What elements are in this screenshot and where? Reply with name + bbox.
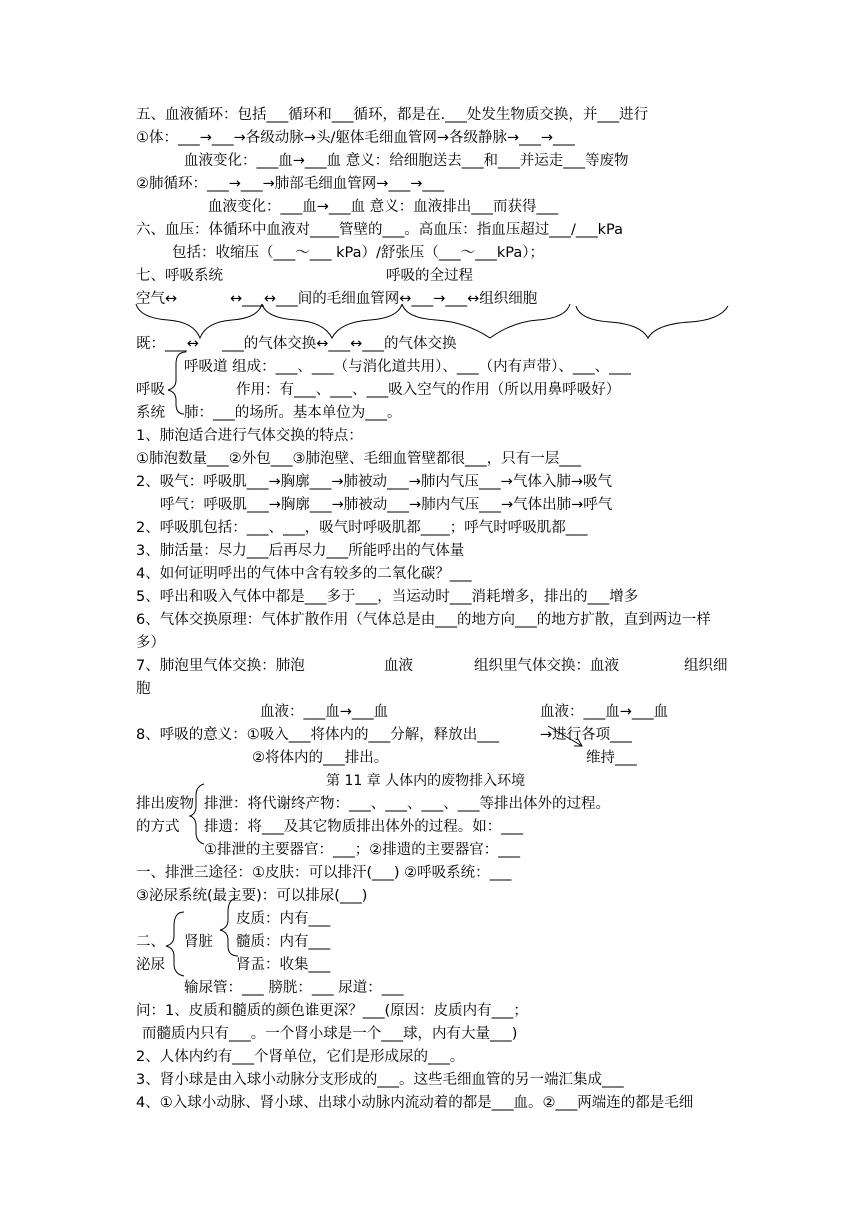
line-airway-function: 作用：有___、___、___吸入空气的作用（所以用鼻呼吸好） <box>236 382 621 398</box>
respiration-brace-3 <box>402 304 570 338</box>
line-urinary-system: ③泌尿系统(最主要)：可以排尿(___) <box>136 888 368 904</box>
line-medulla: 髓质：内有___ <box>236 934 331 950</box>
line-lung: 肺：___的场所。基本单位为___。 <box>184 405 402 421</box>
line-vital-capacity: 3、肺活量：尽力___后再尽力___所能呼出的气体量 <box>136 543 465 559</box>
line-systemic-blood-change: 血液变化：___血→___血 意义：给细胞送去___和___并运走___等废物 <box>184 153 629 169</box>
respiration-brace-1 <box>136 304 262 338</box>
line-question-1-cont: 而髓质内只有___。一个肾小球是一个___球，内有大量___) <box>142 1026 518 1042</box>
line-ureter-bladder-urethra: 输尿管：___ 膀胱：___ 尿道：___ <box>184 980 404 996</box>
line-respiration-process-heading: 呼吸的全过程 <box>386 268 473 284</box>
line-airway-composition: 呼吸道 组成：___、___（与消化道共用）、___（内有声带）、___、___ <box>184 359 631 375</box>
line-respiration-meaning-maintain: 维持___ <box>586 750 637 766</box>
line-systemic-circulation: ①体：___→___→各级动脉→头/躯体毛细血管网→各级静脉→___→___ <box>136 130 575 146</box>
line-tissue-blood-change: 血液：___血→___血 <box>540 704 669 720</box>
line-main-organs: ①排泄的主要器官：___；②排遗的主要器官：___ <box>204 842 520 858</box>
line-question-2: 2、人体内约有___个肾单位，它们是形成尿的___。 <box>136 1049 465 1065</box>
line-alveolar-blood-change: 血液：___血→___血 <box>260 704 389 720</box>
line-tissue-cell-cont: 胞 <box>136 681 151 697</box>
line-renal-pelvis: 肾盂：收集___ <box>236 957 331 973</box>
respiration-brace-4 <box>576 306 728 338</box>
line-respiration-chain: ↔___↔___间的毛细血管网↔___→___↔组织细胞 <box>230 291 538 307</box>
urinary-brace <box>166 912 184 976</box>
line-respiration-meaning: 8、呼吸的意义：①吸入___将体内的___分解，释放出___ <box>136 727 499 743</box>
line-alveolar-exchange: 7、肺泡里气体交换：肺泡 <box>136 658 305 674</box>
line-cortex: 皮质：内有___ <box>236 911 331 927</box>
line-air-start: 空气↔ <box>136 291 178 307</box>
respiration-brace-2 <box>262 304 402 338</box>
line-diffusion-principle: 6、气体交换原理：气体扩散作用（气体总是由___的地方向___的地方扩散，直到两边一样 <box>136 612 711 628</box>
line-tissue-exchange: 组织里气体交换：血液 <box>474 658 619 674</box>
line-exhale: 呼气：呼吸肌___→胸廓___→肺被动___→肺内气压___→气体出肺→呼气 <box>160 497 613 513</box>
line-respiratory-system-heading: 七、呼吸系统 <box>136 268 223 284</box>
line-blood-circulation: 五、血液循环：包括___循环和___循环，都是在.___处发生物质交换，并___进行 <box>136 107 649 123</box>
label-kidney: 肾脏 <box>184 934 213 950</box>
label-methods: 的方式 <box>136 819 180 835</box>
label-system: 系统 <box>136 405 165 421</box>
line-excretion: 排泄：将代谢终产物：___、___、___、___等排出体外的过程。 <box>204 796 610 812</box>
line-pulmonary-circulation: ②肺循环：___→___→肺部毛细血管网→___→___ <box>136 176 445 192</box>
line-diffusion-principle-cont: 多） <box>136 635 165 651</box>
line-question-4: 4、①入球小动脉、肾小球、出球小动脉内流动着的都是___血。②___两端连的都是毛细 <box>136 1095 694 1111</box>
line-respiration-meaning-2: ②将体内的___排出。 <box>252 750 389 766</box>
line-alveoli-features: ①肺泡数量___②外包___③肺泡壁、毛细血管壁都很___，只有一层___ <box>136 451 581 467</box>
line-tissue-cell: 组织细 <box>684 658 728 674</box>
label-respiration: 呼吸 <box>136 382 165 398</box>
line-pulmonary-blood-change: 血液变化：___血→___血 意义：血液排出___而获得___ <box>208 199 559 215</box>
line-respiratory-muscles: 2、呼吸肌包括：___、___，吸气时呼吸肌都____；呼气时呼吸肌都___ <box>136 520 588 536</box>
label-waste-removal: 排出废物 <box>136 796 194 812</box>
line-excretion-paths: 一、排泄三途径：①皮肤：可以排汗(___) ②呼吸系统：___ <box>136 865 512 881</box>
line-alveolar-blood: 血液 <box>384 658 413 674</box>
line-gas-exchange: ___的气体交换↔___↔___的气体交换 <box>222 336 457 352</box>
chapter-11-title: 第 11 章 人体内的废物排入环境 <box>326 773 526 789</box>
line-question-3: 3、肾小球是由入球小动脉分支形成的___。这些毛细血管的另一端汇集成___ <box>136 1072 624 1088</box>
line-gas-composition: 5、呼出和吸入气体中都是___多于___，当运动时___消耗增多，排出的___增多 <box>136 589 639 605</box>
label-section-two: 二、 <box>136 934 165 950</box>
line-blood-pressure: 六、血压：体循环中血液对____管壁的___。高血压：指血压超过___/___kPa <box>136 222 624 238</box>
waste-brace <box>190 784 204 844</box>
line-inhale: 2、吸气：呼吸肌___→胸廓___→肺被动___→肺内气压___→气体入肺→吸气 <box>136 474 612 490</box>
line-egestion: 排遗：将___及其它物质排出体外的过程。如：___ <box>204 819 523 835</box>
line-respiration-meaning-activity: →进行各项___ <box>540 727 632 743</box>
line-question-1: 问：1、皮质和髓质的颜色谁更深？___(原因：皮质内有___； <box>136 1003 528 1019</box>
label-urinary: 泌尿 <box>136 957 165 973</box>
line-co2-proof: 4、如何证明呼出的气体中含有较多的二氧化碳？___ <box>136 566 472 582</box>
line-gas-exchange-start: 既：___↔ <box>136 336 199 352</box>
line-blood-pressure-range: 包括：收缩压（___～___ kPa）/舒张压（___～___kPa）； <box>172 245 544 261</box>
line-alveoli-features-title: 1、肺泡适合进行气体交换的特点： <box>136 428 363 444</box>
